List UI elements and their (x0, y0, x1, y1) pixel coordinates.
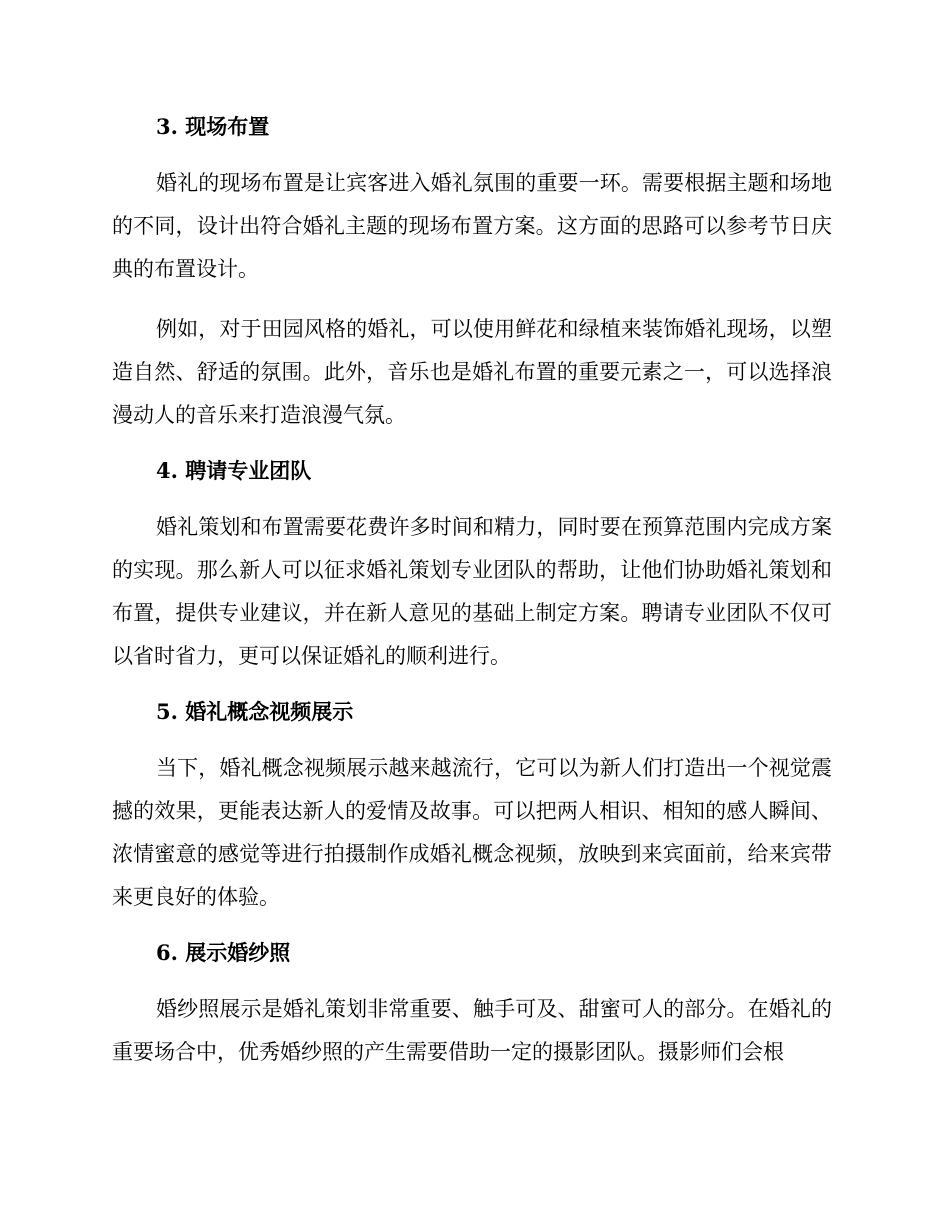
section-heading-3: 3. 现场布置 (156, 114, 270, 139)
section-3-paragraph-2: 例如，对于田园风格的婚礼，可以使用鲜花和绿植来装饰婚礼现场，以塑造自然、舒适的氛围。此外，音乐也是婚礼布置的重要元素之一，可以选择浪漫动人的音乐来打造浪漫气氛。 (112, 317, 832, 427)
section-6-paragraph-1: 婚纱照展示是婚礼策划非常重要、触手可及、甜蜜可人的部分。在婚礼的重要场合中，优秀婚纱照的产生需要借助一定的摄影团队。摄影师们会根 (112, 997, 832, 1064)
section-4-paragraph-1: 婚礼策划和布置需要花费许多时间和精力，同时要在预算范围内完成方案的实现。那么新人可以征求婚礼策划专业团队的帮助，让他们协助婚礼策划和布置，提供专业建议，并在新人意见的基础上制定方案。聘请专业团队不仅可以省时省力，更可以保证婚礼的顺利进行。 (112, 515, 832, 668)
section-heading-6: 6. 展示婚纱照 (156, 940, 291, 965)
section-5-paragraph-1: 当下，婚礼概念视频展示越来越流行，它可以为新人们打造出一个视觉震撼的效果，更能表达新人的爱情及故事。可以把两人相识、相知的感人瞬间、浓情蜜意的感觉等进行拍摄制作成婚礼概念视频，放映到来宾面前，给来宾带来更良好的体验。 (112, 756, 832, 909)
section-3-paragraph-1: 婚礼的现场布置是让宾客进入婚礼氛围的重要一环。需要根据主题和场地的不同，设计出符合婚礼主题的现场布置方案。这方面的思路可以参考节日庆典的布置设计。 (112, 171, 832, 281)
section-heading-5: 5. 婚礼概念视频展示 (156, 699, 354, 724)
document-body (112, 110, 832, 1091)
section-heading-4: 4. 聘请专业团队 (156, 458, 312, 483)
